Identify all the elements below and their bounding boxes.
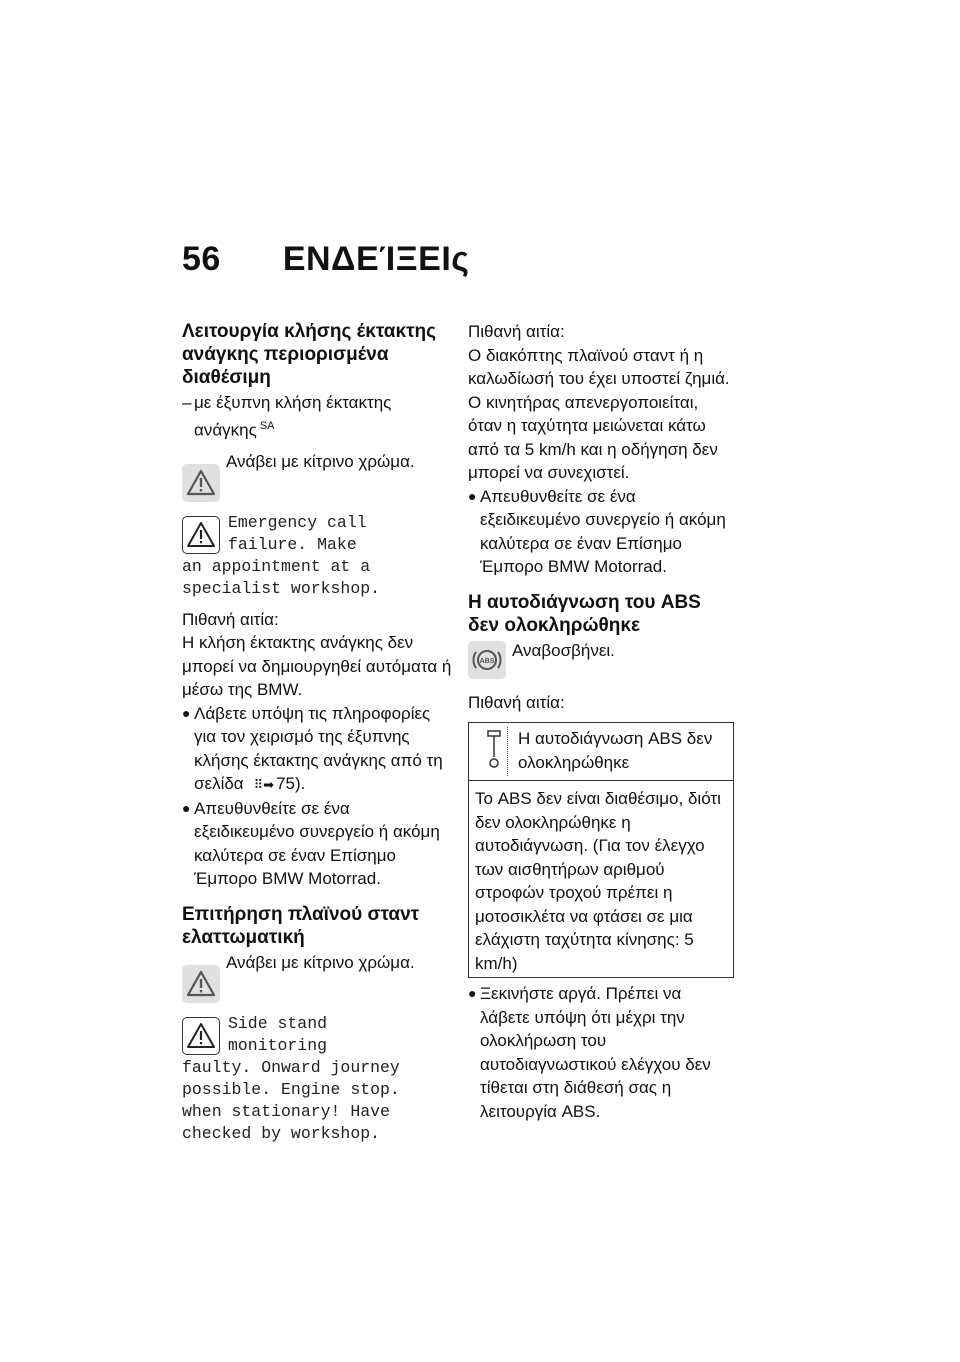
page-header bbox=[182, 240, 469, 279]
warning-triangle-icon bbox=[182, 1017, 220, 1055]
cause-label: Πιθανή αιτία: bbox=[468, 322, 565, 341]
cause-text: Η κλήση έκτακτης ανάγκης δεν μπορεί να δημιουργηθεί αυτόματα ή μέσω της BMW. bbox=[182, 633, 452, 700]
info-box-abs bbox=[468, 722, 734, 978]
section-title-side-stand: Επιτήρηση πλαϊνού σταντ ελαττωματική bbox=[182, 903, 420, 948]
abs-indicator-icon bbox=[468, 641, 506, 679]
indicator-row-side-stand bbox=[182, 951, 454, 1003]
page-reference: 75). bbox=[276, 774, 306, 794]
warning-triangle-icon bbox=[182, 516, 220, 554]
indicator-text-side-stand: Ανάβει με κίτρινο χρώμα. bbox=[226, 952, 415, 972]
cause-label: Πιθανή αιτία: bbox=[468, 692, 565, 712]
info-box-body: Το ABS δεν είναι διαθέσιμο, διότι δεν ολοκληρώθηκε η αυτοδιάγνωση. (Για τον έλεγχο των αισθητήρων αριθμού στροφών τροχού πρέπει η μοτοσικλέτα να φτάσει σε μια ελάχιστη ταχύτητα κίνησης: 5 km/h) bbox=[475, 789, 721, 973]
section-title-abs: Η αυτοδιάγνωση του ABS δεν ολοκληρώθηκε bbox=[468, 591, 701, 636]
cause-text: Ο διακόπτης πλαϊνού σταντ ή η καλωδίωσή του έχει υποστεί ζημιά. Ο κινητήρας απενεργοποιείται, όταν η ταχύτητα μειώνεται κάτω από τα 5 km/h και η οδήγηση δεν μπορεί να συνεχιστεί. bbox=[468, 345, 730, 482]
display-message-emergency: Emergency call failure. Make an appointment at a specialist workshop. bbox=[182, 512, 381, 598]
list-item: ● Λάβετε υπόψη τις πληροφορίες για τον χειρισμό της έξυπνης κλήσης έκτακτης ανάγκης από τη σελίδα ⠿➡ 75). bbox=[182, 702, 454, 797]
page-reference-arrow-icon: ⠿➡ bbox=[253, 777, 275, 793]
section-title-emergency-call: Λειτουργία κλήσης έκτακτης ανάγκης περιορισμένα διαθέσιμη bbox=[182, 321, 437, 388]
indicator-text-emergency: Ανάβει με κίτρινο χρώμα. bbox=[226, 451, 415, 471]
indicator-row-emergency bbox=[182, 450, 454, 502]
indicator-row-abs bbox=[468, 639, 734, 679]
cause-label: Πιθανή αιτία: bbox=[182, 609, 279, 629]
dash-item-smart-emergency-call: – με έξυπνη κλήση έκτακτης ανάγκης $^{SA}$ bbox=[182, 393, 392, 440]
left-column bbox=[182, 320, 454, 1145]
svg-text:ABS: ABS bbox=[479, 657, 495, 665]
list-item: ● Απευθυνθείτε σε ένα εξειδικευμένο συνεργείο ή ακόμη καλύτερα σε έναν Επίσημο Έμπορο BMW Motorrad. bbox=[182, 798, 440, 889]
page-number: 56 bbox=[182, 240, 221, 278]
warning-triangle-icon bbox=[182, 965, 220, 1003]
right-column bbox=[468, 320, 734, 1123]
motorcycle-info-icon bbox=[483, 727, 507, 776]
list-item: ● Απευθυνθείτε σε ένα εξειδικευμένο συνεργείο ή ακόμη καλύτερα σε έναν Επίσημο Έμπορο BMW Motorrad. bbox=[468, 486, 726, 576]
indicator-text-abs: Αναβοσβήνει. bbox=[512, 640, 615, 660]
display-message-side-stand: Side stand monitoring faulty. Onward journey possible. Engine stop. when stationary! Have checked by workshop. bbox=[182, 1013, 400, 1143]
list-item: ● Ξεκινήστε αργά. Πρέπει να λάβετε υπόψη ότι μέχρι την ολοκλήρωση του αυτοδιαγνωστικού ελέγχου δεν τίθεται στη διάθεσή σας η λειτουργία ABS. bbox=[468, 984, 711, 1121]
chapter-title: ΕΝΔΕΊΞΕΙς bbox=[282, 240, 470, 278]
sa-superscript: SA bbox=[259, 419, 275, 432]
info-box-heading: Η αυτοδιάγνωση ABS δεν ολοκληρώθηκε bbox=[507, 727, 729, 776]
warning-triangle-icon bbox=[182, 464, 220, 502]
